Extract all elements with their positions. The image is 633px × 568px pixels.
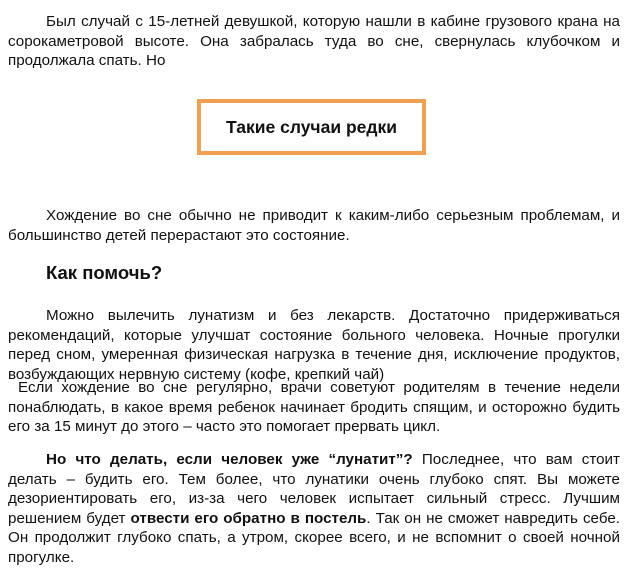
what-to-do-text-a: Последнее, что вам стоит делать – будить его. Тем более, что лунатики очень глубоко спят. Вы можете дезориентировать его, из-за чего человек испытает сильный стресс. Лучшим решением будет <box>8 451 620 527</box>
section-heading: Как помочь? <box>46 262 163 283</box>
what-to-do-text-b: . Так он не сможет навредить себе. Он продолжит глубоко спать, а утром, скорее всего, и не вспомнит о своей ночной прогулке. <box>8 509 621 566</box>
treatment-paragraph: Можно вылечить лунатизм и без лекарств. Достаточно придерживаться рекомендаций, которые улучшат состояние больного человека. Ночные прогулки перед сном, умеренная физическая нагрузка в течение дня, исключение продуктов, возбуждающих нервную систему (кофе, крепкий чай) <box>8 307 620 383</box>
callout-box <box>197 99 426 155</box>
return-to-bed-emphasis: отвести его обратно в постель <box>130 509 367 527</box>
callout-text: Такие случаи редки <box>225 116 397 137</box>
sleepwalking-paragraph: Хождение во сне обычно не приводит к каким-либо серьезным проблемам, и большинство детей перерастают это состояние. <box>8 207 620 244</box>
advice-paragraph: Если хождение во сне регулярно, врачи советуют родителям в течение недели понаблюдать, в какое время ребенок начинает бродить спящим, и осторожно будить его за 15 минут до этого – часто это помогает прервать цикл. <box>8 379 620 435</box>
what-to-do-lead: Но что делать, если человек уже “лунатит”? <box>46 451 413 468</box>
intro-paragraph: Был случай с 15-летней девушкой, которую нашли в кабине грузового крана на сорокаметровой высоте. Она забралась туда во сне, свернулась клубочком и продолжала спать. Но <box>8 13 620 69</box>
what-to-do-paragraph <box>8 450 620 567</box>
